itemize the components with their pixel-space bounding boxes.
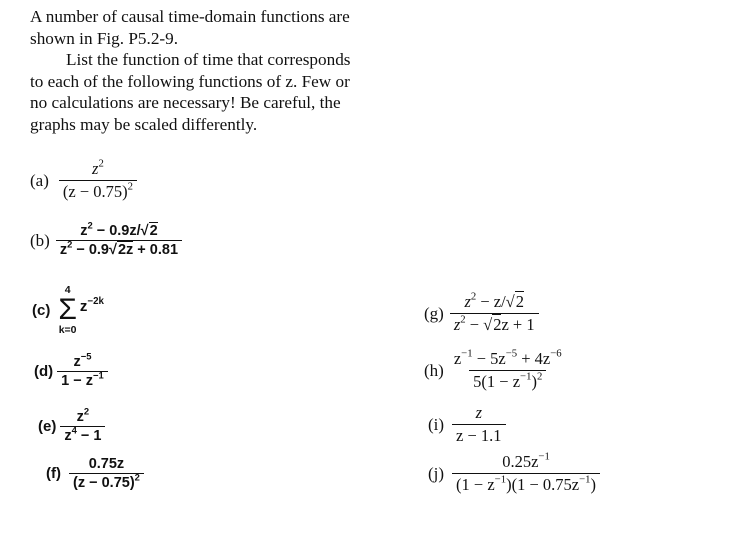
numerator: $z^2$ [92, 157, 104, 178]
denominator: $z^2 - √2z + 1$ [450, 313, 539, 335]
fraction [57, 350, 108, 389]
item-label: (g) [424, 303, 444, 323]
item-e [38, 405, 105, 444]
denominator: $(1 - z^{-1})(1 - 0.75z^{-1})$ [452, 473, 600, 495]
intro-line: to each of the following functions of z. Few or [30, 71, 350, 91]
summation [58, 284, 104, 336]
item-label: (i) [428, 414, 445, 434]
lower-limit: k=0 [58, 324, 77, 336]
intro-line: A number of causal time-domain functions are [30, 7, 350, 26]
intro-line: List the function of time that corresponds [66, 50, 351, 70]
item-label: (h) [424, 360, 444, 380]
item-f [46, 456, 144, 491]
intro-line: shown in Fig. P5.2-9. [30, 28, 179, 48]
denominator: $z^2 - 0.9√2z + 0.81$ [56, 240, 182, 258]
fraction [56, 219, 182, 258]
fraction [59, 159, 137, 202]
item-label: (b) [30, 230, 50, 250]
item-label: (c) [32, 301, 51, 319]
fraction [60, 405, 105, 444]
item-label: (f) [46, 465, 61, 482]
item-a [30, 159, 137, 202]
numerator: $z^2 - z/√2$ [464, 290, 524, 311]
numerator: $z^{-5}$ [73, 350, 92, 370]
fraction [69, 456, 144, 491]
denominator: $z^4 - 1$ [60, 426, 105, 444]
denominator: $(z - 0.75)^2$ [69, 473, 144, 491]
numerator: $z^{-1} - 5z^{-5} + 4z^{-6}$ [453, 347, 562, 368]
fraction [450, 349, 566, 392]
item-b [30, 219, 182, 258]
intro-line: graphs may be scaled differently. [30, 114, 258, 134]
upper-limit: 4 [64, 284, 71, 296]
sigma-icon: Σ [58, 293, 77, 326]
item-label: (d) [34, 363, 54, 380]
fraction [450, 292, 539, 335]
item-g [424, 292, 539, 335]
numerator: $z^2$ [76, 405, 90, 425]
denominator: $(z - 0.75)^2$ [59, 180, 137, 202]
item-label: (j) [428, 463, 445, 483]
summand: $z^{-2k}$ [79, 295, 104, 315]
numerator: 0.75z [88, 456, 125, 472]
intro-line: no calculations are necessary! Be careful, the [30, 93, 341, 113]
item-label: (e) [38, 418, 57, 435]
item-j [428, 452, 600, 495]
problem-statement [30, 6, 402, 136]
fraction [452, 403, 506, 446]
fraction [452, 452, 600, 495]
numerator: $0.25z^{-1}$ [502, 450, 550, 471]
numerator: z [475, 403, 483, 422]
item-h [424, 349, 566, 392]
denominator: $5(1 - z^{-1})^2$ [469, 370, 546, 392]
denominator: z − 1.1 [452, 424, 506, 446]
item-label: (a) [30, 170, 49, 190]
item-c [32, 284, 104, 336]
item-d [34, 350, 108, 389]
numerator: $z^2 - 0.9z/√2$ [80, 219, 158, 239]
denominator: $1 - z^{-1}$ [57, 371, 108, 389]
item-i [428, 403, 506, 446]
